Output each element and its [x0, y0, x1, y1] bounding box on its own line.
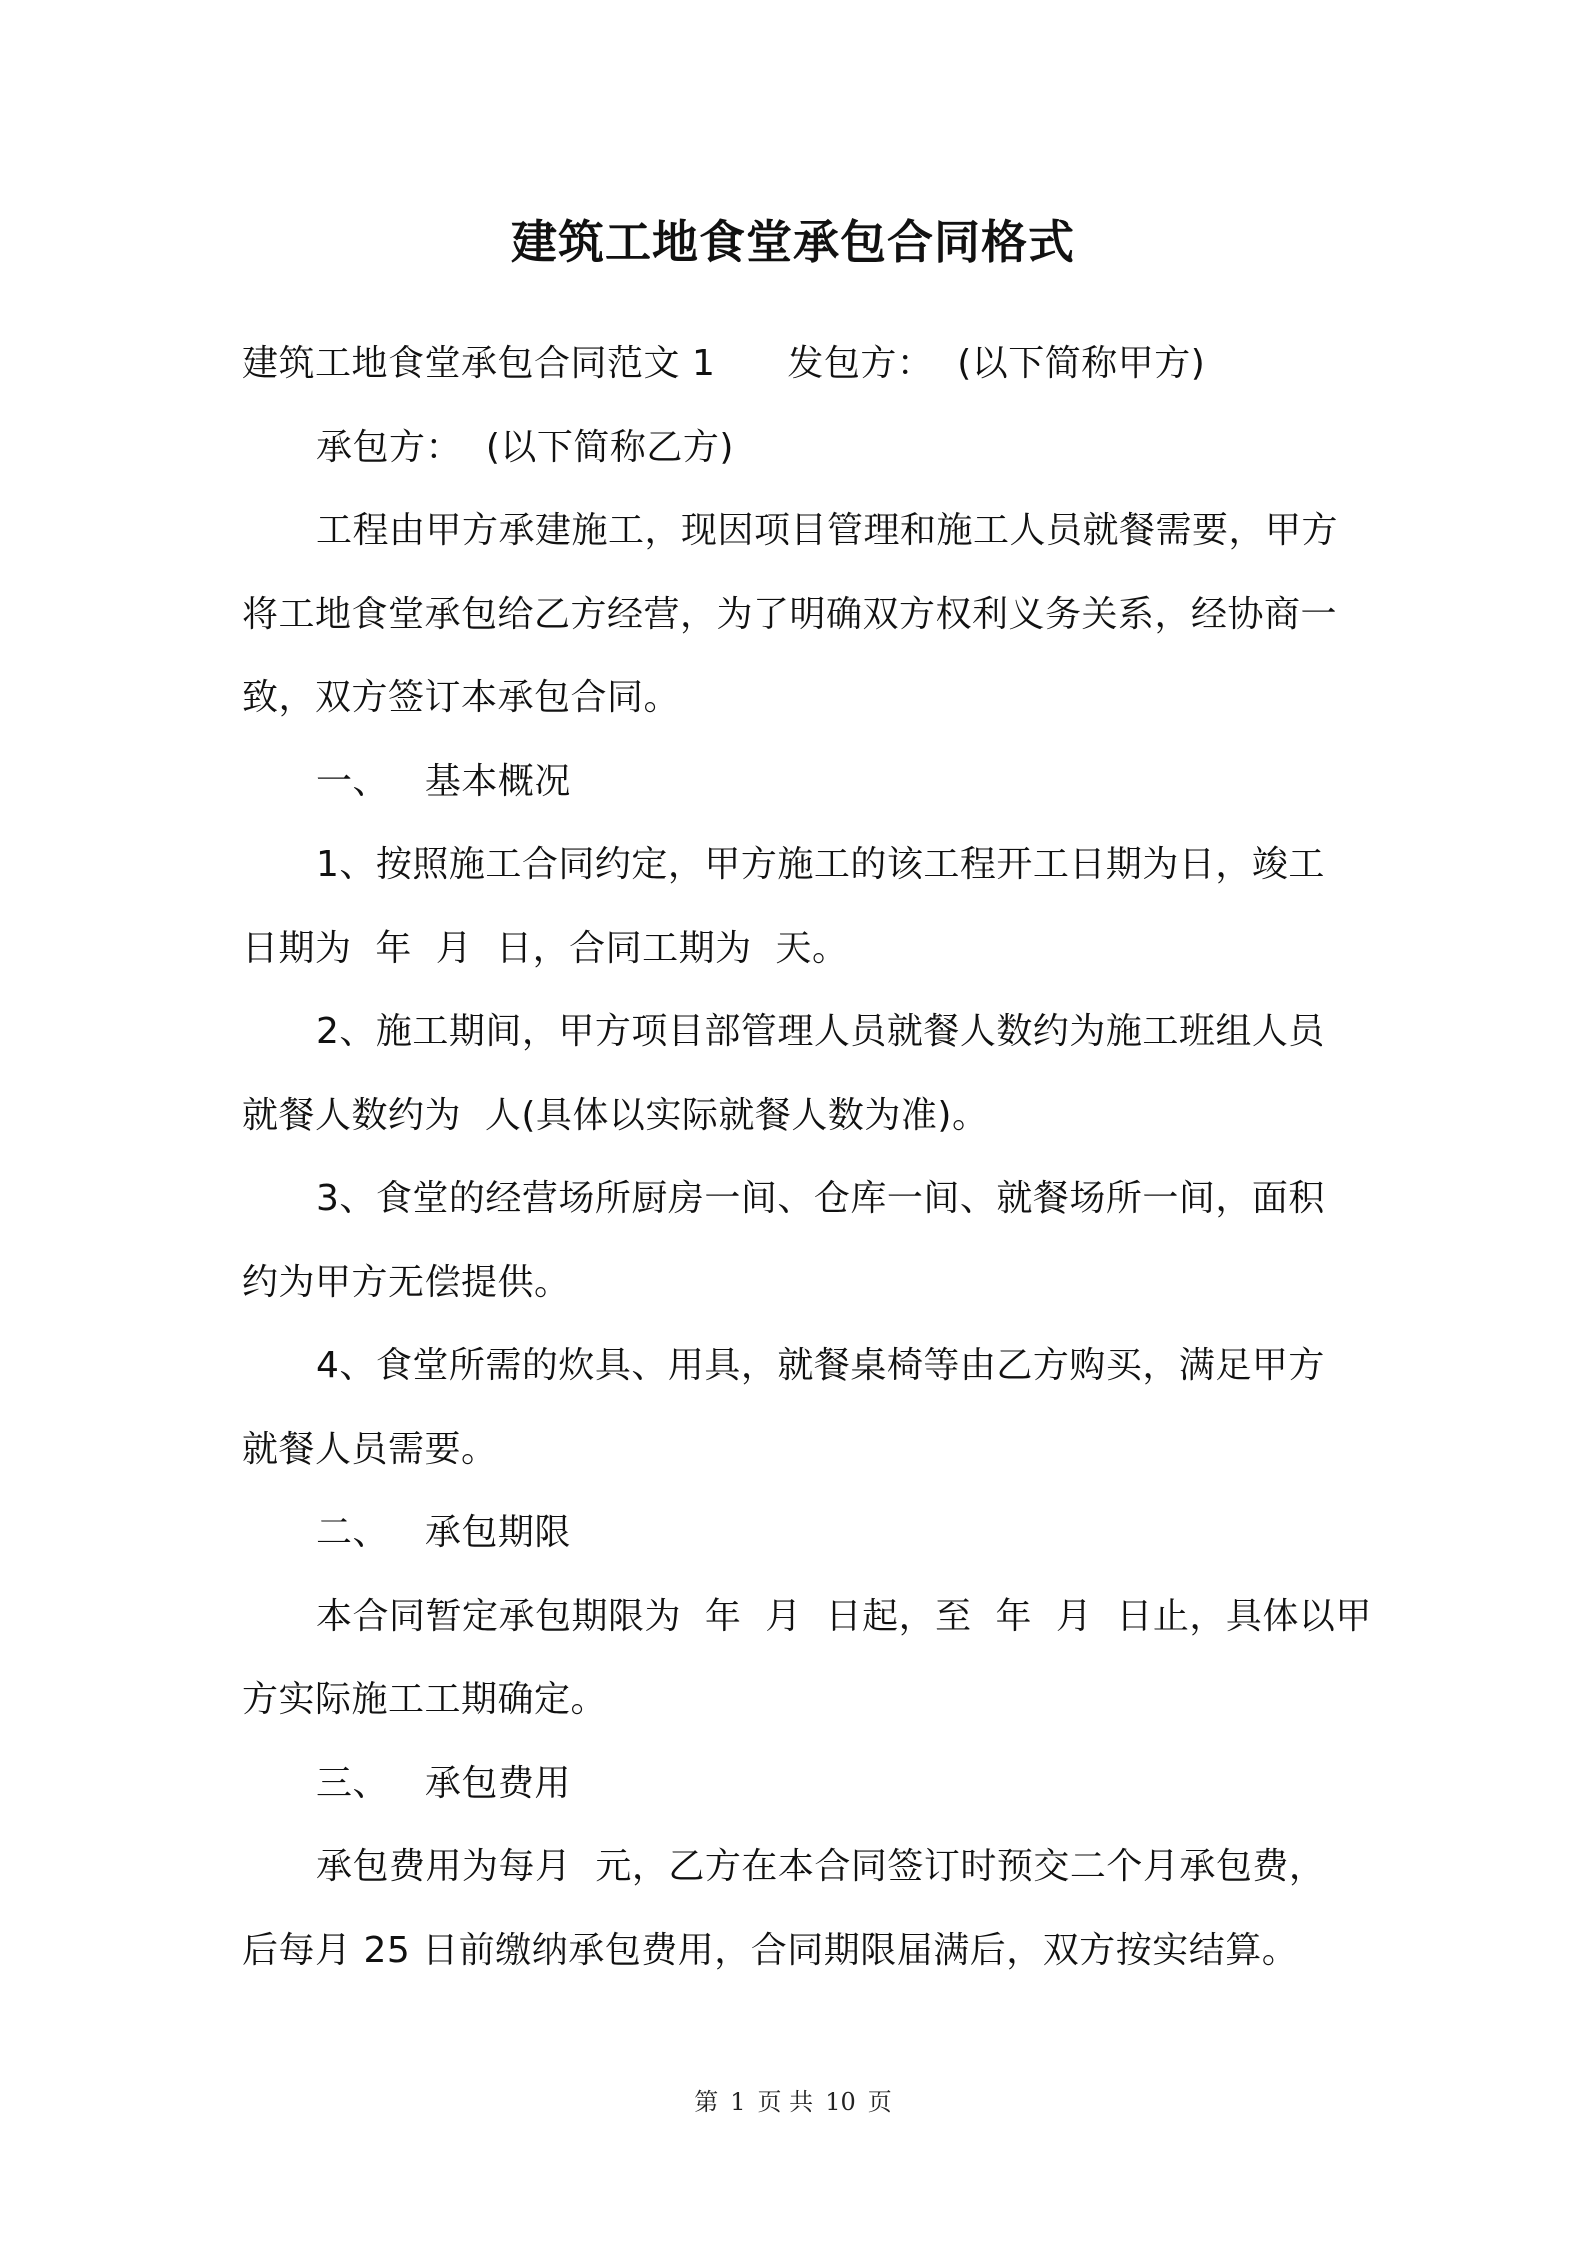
party-b-label: 承包方： (以下简称乙方): [316, 426, 734, 468]
page-footer: [0, 2086, 1586, 2118]
paragraph-line: 工程由甲方承建施工，现因项目管理和施工人员就餐需要，甲方: [316, 510, 1339, 551]
clause-1-line: 日期为 年 月 日，合同工期为 天。: [242, 927, 849, 969]
clause-4-line: 4、食堂所需的炊具、用具，就餐桌椅等由乙方购买，满足甲方: [316, 1345, 1325, 1386]
fee-paragraph-line: 承包费用为每月 元，乙方在本合同签订时预交二个月承包费，: [316, 1846, 1326, 1887]
section-heading-term: 二、 承包期限: [316, 1512, 571, 1553]
footer-total-pages: 10: [825, 2088, 856, 2116]
fee-paragraph-line: 后每月 25 日前缴纳承包费用，合同期限届满后，双方按实结算。: [242, 1929, 1299, 1971]
paragraph-line: 将工地食堂承包给乙方经营，为了明确双方权利义务关系，经协商一: [242, 593, 1338, 635]
clause-3-line: 约为甲方无偿提供。: [242, 1261, 571, 1303]
footer-page-number: 1: [730, 2088, 746, 2116]
clause-1-line: 1、按照施工合同约定，甲方施工的该工程开工日期为日，竣工: [316, 844, 1325, 885]
clause-3-line: 3、食堂的经营场所厨房一间、仓库一间、就餐场所一间，面积: [316, 1178, 1325, 1219]
term-paragraph-line: 方实际施工工期确定。: [242, 1679, 608, 1720]
footer-suffix: 页: [867, 2088, 892, 2116]
term-paragraph-line: 本合同暂定承包期限为 年 月 日起，至 年 月 日止，具体以甲: [316, 1595, 1372, 1637]
document-body: [242, 322, 1372, 1992]
contract-sample-label: 建筑工地食堂承包合同范文 1: [242, 343, 716, 384]
clause-2-line: 就餐人数约为 人(具体以实际就餐人数为准)。: [242, 1094, 989, 1136]
paragraph-line: 致，双方签订本承包合同。: [242, 677, 681, 718]
party-a-label: 发包方： (以下简称甲方): [787, 343, 1206, 384]
footer-prefix: 第: [694, 2088, 719, 2116]
contract-intro-line: [242, 322, 1354, 406]
section-heading-fee: 三、 承包费用: [316, 1762, 571, 1804]
section-heading-overview: 一、 基本概况: [316, 760, 571, 802]
document-title: 建筑工地食堂承包合同格式: [511, 215, 1075, 269]
footer-middle: 页 共: [757, 2088, 814, 2116]
clause-2-line: 2、施工期间，甲方项目部管理人员就餐人数约为施工班组人员: [316, 1011, 1325, 1052]
clause-4-line: 就餐人员需要。: [242, 1428, 498, 1470]
